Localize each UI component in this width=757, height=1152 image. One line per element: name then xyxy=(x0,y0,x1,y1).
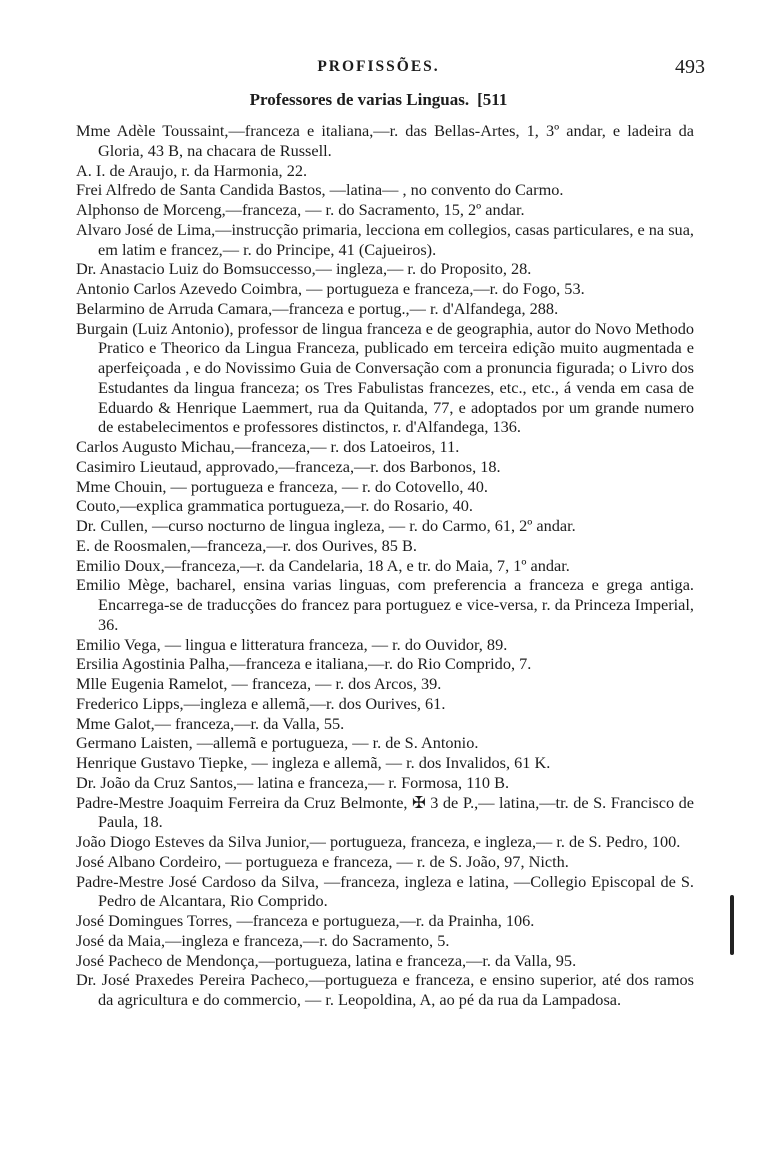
directory-entry: Antonio Carlos Azevedo Coimbra, — portugueza e franceza,—r. do Fogo, 53. xyxy=(76,279,585,298)
directory-entry: José Domingues Torres, —franceza e portugueza,—r. da Prainha, 106. xyxy=(76,911,535,930)
directory-entry: Mlle Eugenia Ramelot, — franceza, — r. dos Arcos, 39. xyxy=(76,674,442,693)
directory-entry: Emilio Vega, — lingua e litteratura franceza, — r. do Ouvidor, 89. xyxy=(76,634,508,654)
directory-entry: Mme Adèle Toussaint,—franceza e italiana,—r. das Bellas-Artes, 1, 3º andar, e ladeira da Gloria, 43 B, na chacara de Russell. xyxy=(76,121,694,160)
directory-entry: Belarmino de Arruda Camara,—franceza e portug.,— r. d'Alfandega, 288. xyxy=(76,298,559,318)
directory-entry: Padre-Mestre José Cardoso da Silva, —franceza, ingleza e latina, —Collegio Episcopal de S. Pedro de Alcantara, Rio Comprido. xyxy=(76,871,694,911)
directory-entry: Alvaro José de Lima,—instrucção primaria, lecciona em collegios, casas particulares, e na sua, em latim e francez,— r. do Principe, 41 (Cajueiros). xyxy=(76,219,694,259)
directory-entry: Frei Alfredo de Santa Candida Bastos, —latina— , no convento do Carmo. xyxy=(76,180,564,200)
directory-entry: E. de Roosmalen,—franceza,—r. dos Ourives, 85 B. xyxy=(76,535,417,555)
directory-entry: José Albano Cordeiro, — portugueza e franceza, — r. de S. João, 97, Nicth. xyxy=(76,851,569,871)
directory-entry: Emilio Doux,—franceza,—r. da Candelaria, 18 A, e tr. do Maia, 7, 1º andar. xyxy=(76,555,570,575)
directory-entry: Henrique Gustavo Tiepke, — ingleza e allemã, — r. dos Invalidos, 61 K. xyxy=(76,753,551,772)
directory-entry: Emilio Mège, bacharel, ensina varias linguas, com preferencia a franceza e grega antiga. Encarrega-se de traducções do francez para portuguez e vice-versa, r. da Princeza Imperial, 36. xyxy=(76,575,694,634)
directory-entry: João Diogo Esteves da Silva Junior,— portugueza, franceza, e ingleza,— r. de S. Pedro, 100. xyxy=(76,832,681,851)
directory-entry: Dr. João da Cruz Santos,— latina e franceza,— r. Formosa, 110 B. xyxy=(76,772,510,792)
entries-list xyxy=(76,121,694,1010)
directory-entry: Germano Laisten, —allemã e portugueza, — r. de S. Antonio. xyxy=(76,733,479,753)
directory-entry: Burgain (Luiz Antonio), professor de lingua franceza e de geographia, autor do Novo Methodo Pratico e Theorico da Lingua Franceza, publicado em terceira edição muito augmentada e aperfeiçoada , e do Novissimo Guia de Conversação com a pronuncia figurada; o Livro dos Estudantes da lingua franceza; os Tres Fabulistas francezes, etc., etc., á venda em casa de Eduardo & Henrique Laemmert, rua da Quitanda, 77, e adoptados por um grande numero de estabelecimentos e professores distinctos, r. d'Alfandega, 136. xyxy=(76,318,694,437)
directory-entry: Frederico Lipps,—ingleza e allemã,—r. dos Ourives, 61. xyxy=(76,693,446,713)
directory-entry: Casimiro Lieutaud, approvado,—franceza,—r. dos Barbonos, 18. xyxy=(76,456,501,476)
section-title: Professores de varias Linguas. xyxy=(249,90,470,109)
directory-entry: Padre-Mestre Joaquim Ferreira da Cruz Belmonte, ✠ 3 de P.,— latina,—tr. de S. Francisco de Paula, 18. xyxy=(76,792,694,832)
directory-entry: Mme Galot,— franceza,—r. da Valla, 55. xyxy=(76,713,345,733)
directory-entry: Ersilia Agostinia Palha,—franceza e italiana,—r. do Rio Comprido, 7. xyxy=(76,654,532,674)
directory-entry: José da Maia,—ingleza e franceza,—r. do Sacramento, 5. xyxy=(76,930,450,950)
page-number: 493 xyxy=(675,56,705,78)
directory-entry: Dr. Anastacio Luiz do Bomsuccesso,— ingleza,— r. do Proposito, 28. xyxy=(76,259,532,279)
directory-entry: Couto,—explica grammatica portugueza,—r. do Rosario, 40. xyxy=(76,496,473,516)
directory-entry: Dr. Cullen, —curso nocturno de lingua ingleza, — r. do Carmo, 61, 2º andar. xyxy=(76,516,576,535)
directory-entry: Alphonso de Morceng,—franceza, — r. do Sacramento, 15, 2º andar. xyxy=(76,200,525,219)
margin-mark xyxy=(730,895,734,955)
directory-entry: José Pacheco de Mendonça,—portugueza, latina e franceza,—r. da Valla, 95. xyxy=(76,950,577,970)
directory-entry: A. I. de Araujo, r. da Harmonia, 22. xyxy=(76,160,308,180)
directory-entry: Mme Chouin, — portugueza e franceza, — r. do Cotovello, 40. xyxy=(76,476,488,496)
running-header-title: PROFISSÕES. xyxy=(317,58,440,75)
section-heading xyxy=(0,90,757,110)
directory-entry: Carlos Augusto Michau,—franceza,— r. dos Latoeiros, 11. xyxy=(76,437,460,456)
section-ref: [511 xyxy=(477,90,508,109)
directory-entry: Dr. José Praxedes Pereira Pacheco,—portugueza e franceza, e ensino superior, até dos ramos da agricultura e do commercio, — r. Leopoldina, A, ao pé da rua da Lampadosa. xyxy=(76,970,694,1009)
